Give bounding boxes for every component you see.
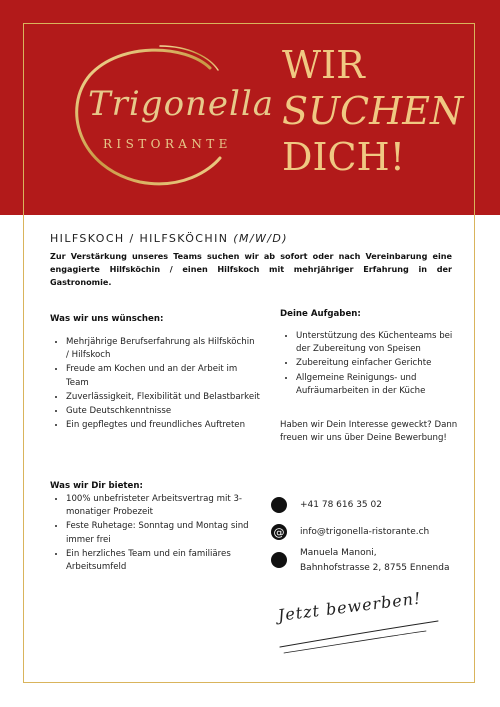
phone-icon [271, 497, 287, 513]
interest-question: Haben wir Dein Interesse geweckt? Dann freuen wir uns über Deine Bewerbung! [280, 420, 458, 444]
wishes-heading: Was wir uns wünschen: [50, 314, 164, 324]
job-title [50, 232, 288, 245]
apply-signature: Jetzt bewerben! [276, 588, 423, 625]
headline-line-1: WIR [282, 43, 365, 87]
list-item: • Gute Deutschkenntnisse [66, 405, 260, 418]
tasks-section [280, 309, 465, 399]
list-item: • Unterstützung des Küchenteams bei der Zubereitung von Speisen [296, 330, 465, 356]
offers-section [50, 481, 260, 575]
list-item: • Ein gepflegtes und freundliches Auftreten [66, 419, 260, 432]
list-item: • Allgemeine Reinigungs- und Aufräumarbeiten in der Küche [296, 372, 465, 398]
job-title-text: HILFSKOCH / HILFSKÖCHIN [50, 232, 229, 245]
wishes-section [50, 314, 260, 433]
list-item: • Zubereitung einfacher Gerichte [296, 357, 465, 370]
headline-line-3: DICH! [282, 135, 405, 179]
offers-list [50, 493, 260, 574]
job-title-suffix: (M/W/D) [233, 232, 288, 245]
intro-text: Zur Verstärkung unseres Teams suchen wir ab sofort oder nach Vereinbarung eine engagierte Hilfsköchin / einen Hilfskoch mit mehrjähriger Erfahrung in der Gastronomie. [50, 251, 452, 287]
list-item: • Mehrjährige Berufserfahrung als Hilfsköchin / Hilfskoch [66, 336, 260, 362]
tasks-list [280, 330, 465, 398]
logo-name: Trigonella [88, 84, 275, 124]
wishes-list [50, 336, 260, 432]
headline-line-2: SUCHEN [282, 89, 464, 133]
list-item: • 100% unbefristeter Arbeitsvertrag mit 3-monatiger Probezeit [66, 493, 260, 519]
list-item: • Ein herzliches Team und ein familiäres Arbeitsumfeld [66, 548, 260, 574]
email-icon: @ [271, 524, 287, 540]
list-item: • Freude am Kochen und an der Arbeit im Team [66, 363, 260, 389]
offers-heading: Was wir Dir bieten: [50, 481, 143, 491]
contact-address: Bahnhofstrasse 2, 8755 Ennenda [300, 563, 450, 573]
tasks-heading: Deine Aufgaben: [280, 309, 361, 319]
contact-phone[interactable]: +41 78 616 35 02 [300, 500, 382, 510]
headline [282, 42, 463, 180]
list-item: • Zuverlässigkeit, Flexibilität und Belastbarkeit [66, 391, 260, 404]
list-item: • Feste Ruhetage: Sonntag und Montag sind immer frei [66, 520, 260, 546]
contact-name: Manuela Manoni, [300, 548, 377, 558]
contact-email[interactable]: info@trigonella-ristorante.ch [300, 527, 430, 537]
location-icon [271, 552, 287, 568]
logo-subtitle: RISTORANTE [103, 137, 232, 151]
